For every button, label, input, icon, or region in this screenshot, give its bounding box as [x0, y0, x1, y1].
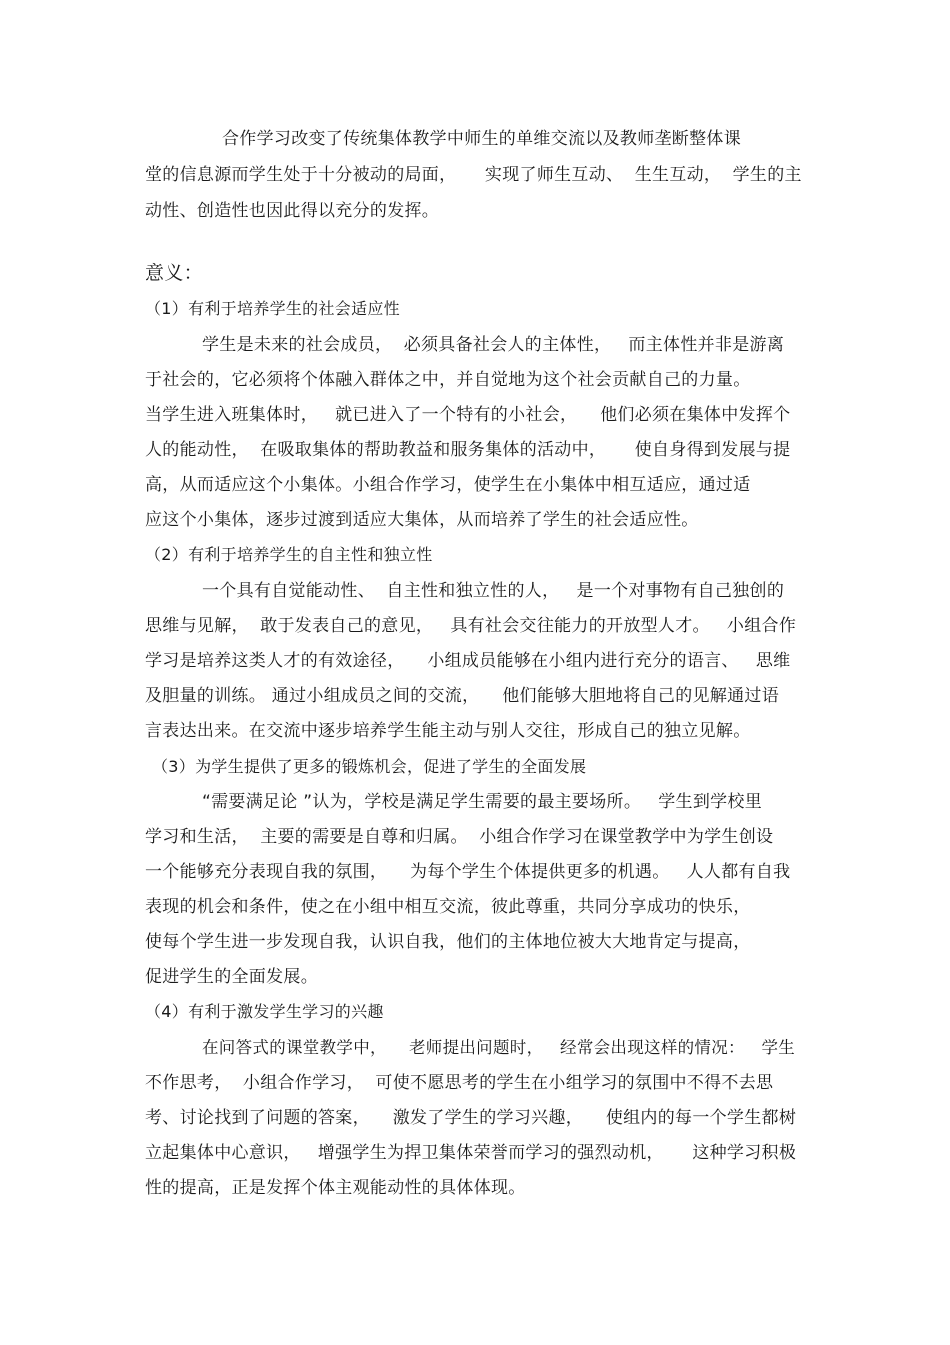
intro-line-1: 合作学习改变了传统集体教学中师生的单维交流以及教师垄断整体课 — [222, 129, 741, 149]
section-1-line-3: 当学生进入班集体时， 就已进入了一个特有的小社会， 他们必须在集体中发挥个 — [145, 405, 791, 425]
section-2-line-1: 一个具有自觉能动性、 自主性和独立性的人， 是一个对事物有自己独创的 — [202, 581, 785, 601]
section-3-line-1: “需要满足论 ”认为，学校是满足学生需要的最主要场所。 学生到学校里 — [202, 792, 763, 812]
section-4-title: （4）有利于激发学生学习的兴趣 — [145, 1002, 384, 1021]
section-4-line-5: 性的提高，正是发挥个体主观能动性的具体体现。 — [145, 1178, 526, 1198]
section-1-line-6: 应这个小集体，逐步过渡到适应大集体，从而培养了学生的社会适应性。 — [145, 510, 699, 530]
section-1-line-4: 人的能动性， 在吸取集体的帮助教益和服务集体的活动中， 使自身得到发展与提 — [145, 440, 791, 460]
section-3-line-5: 使每个学生进一步发现自我，认识自我，他们的主体地位被大大地肯定与提高， — [145, 932, 751, 952]
section-1-title: （1）有利于培养学生的社会适应性 — [145, 299, 400, 318]
section-3-line-2: 学习和生活， 主要的需要是自尊和归属。 小组合作学习在课堂教学中为学生创设 — [145, 827, 774, 847]
intro-line-2: 堂的信息源而学生处于十分被动的局面， 实现了师生互动、 生生互动， 学生的主 — [145, 165, 802, 185]
section-2-line-4: 及胆量的训练。 通过小组成员之间的交流， 他们能够大胆地将自己的见解通过语 — [145, 686, 780, 706]
section-1-line-2: 于社会的，它必须将个体融入群体之中，并自觉地为这个社会贡献自己的力量。 — [145, 370, 751, 390]
section-3-title: （3）为学生提供了更多的锻炼机会，促进了学生的全面发展 — [152, 757, 587, 776]
section-3-line-4: 表现的机会和条件，使之在小组中相互交流，彼此尊重，共同分享成功的快乐， — [145, 897, 751, 917]
section-4-line-4: 立起集体中心意识， 增强学生为捍卫集体荣誉而学习的强烈动机， 这种学习积极 — [145, 1143, 797, 1163]
section-2-title: （2）有利于培养学生的自主性和独立性 — [145, 545, 433, 564]
section-2-line-2: 思维与见解， 敢于发表自己的意见， 具有社会交往能力的开放型人才。 小组合作 — [145, 616, 797, 636]
section-3-line-3: 一个能够充分表现自我的氛围， 为每个学生个体提供更多的机遇。 人人都有自我 — [145, 862, 791, 882]
intro-line-3: 动性、创造性也因此得以充分的发挥。 — [145, 201, 440, 221]
section-heading: 意义： — [145, 262, 203, 284]
section-4-line-2: 不作思考， 小组合作学习， 可使不愿思考的学生在小组学习的氛围中不得不去思 — [145, 1073, 774, 1093]
section-1-line-1: 学生是未来的社会成员， 必须具备社会人的主体性， 而主体性并非是游离 — [202, 335, 785, 355]
section-4-line-1: 在问答式的课堂教学中， 老师提出问题时， 经常会出现这样的情况： 学生 — [202, 1038, 796, 1057]
section-3-line-6: 促进学生的全面发展。 — [145, 967, 318, 987]
section-2-line-3: 学习是培养这类人才的有效途径， 小组成员能够在小组内进行充分的语言、 思维 — [145, 651, 791, 671]
section-4-line-3: 考、讨论找到了问题的答案， 激发了学生的学习兴趣， 使组内的每一个学生都树 — [145, 1108, 797, 1128]
section-2-line-5: 言表达出来。在交流中逐步培养学生能主动与别人交往，形成自己的独立见解。 — [145, 721, 751, 741]
section-1-line-5: 高，从而适应这个小集体。小组合作学习，使学生在小集体中相互适应，通过适 — [145, 475, 751, 495]
